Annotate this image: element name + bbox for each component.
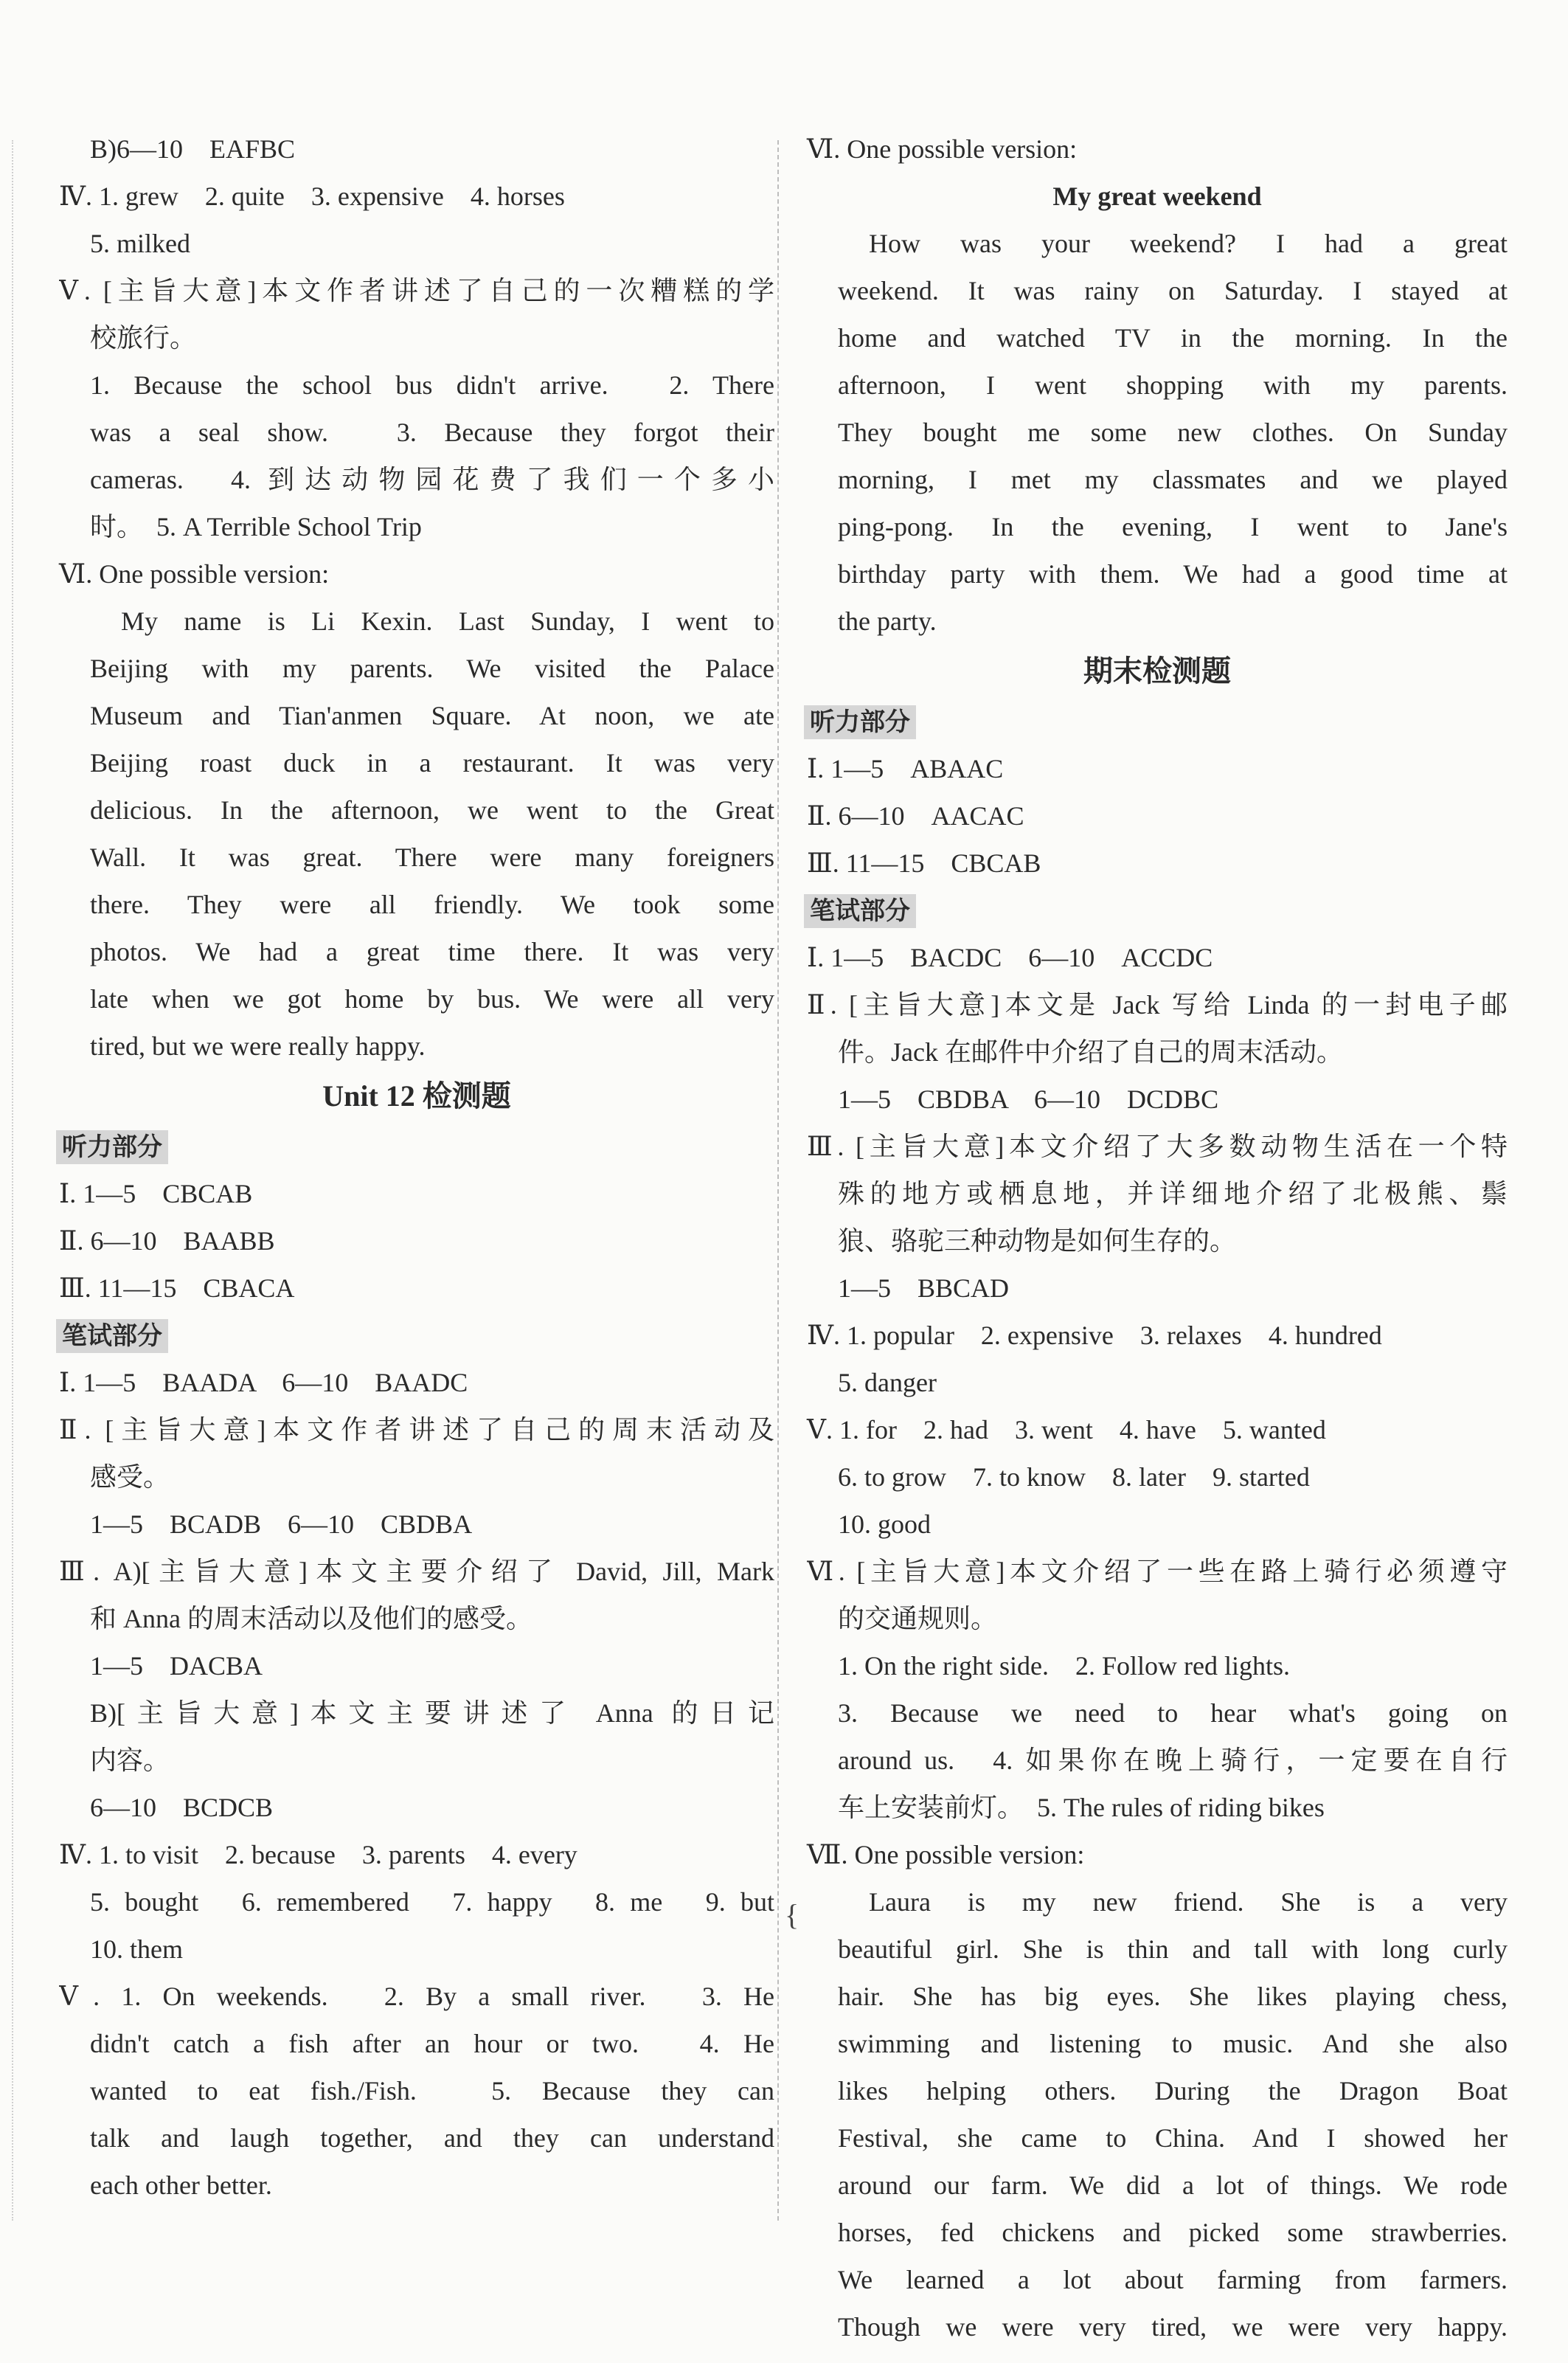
answer-line: Ⅵ. One possible version: [807,134,1078,164]
answer-line: Ⅰ. 1—5 BAADA 6—10 BAADC [59,1368,468,1397]
answer-line: 6—10 BCDCB [90,1793,274,1822]
answer-line: Beijing roast duck in a restaurant. It was very [90,748,774,778]
answer-line: Festival, she came to China. And I showed her [838,2123,1508,2153]
listening-section-label: 听力部分 [56,1130,168,1164]
answer-line: Ⅲ. A)[主旨大意]本文主要介绍了 David, Jill, Mark [59,1557,774,1586]
answer-line: 1—5 DACBA [90,1651,263,1681]
answer-line: 车上安装前灯。 5. The rules of riding bikes [838,1793,1325,1822]
answer-line: Ⅰ. 1—5 ABAAC [807,754,1004,783]
answer-line: was a seal show. 3. Because they forgot their [90,418,774,447]
answer-line: hair. She has big eyes. She likes playing chess, [838,1982,1508,2011]
answer-line: Ⅳ. 1. popular 2. expensive 3. relaxes 4. hundred [807,1321,1382,1350]
essay-line: the party. [838,606,937,636]
answer-line: didn't catch a fish after an hour or two. 4. He [90,2029,774,2058]
answer-line: wanted to eat fish./Fish. 5. Because they can [90,2076,774,2106]
answer-line: We learned a lot about farming from farmers. [838,2265,1508,2294]
answer-line: swimming and listening to music. And she also [838,2029,1508,2058]
answer-line: 内容。 [90,1746,170,1775]
left-column [59,125,774,2209]
essay-title: My great weekend [1052,181,1262,211]
answer-line: Laura is my new friend. She is a very [869,1887,1508,1917]
right-column [807,125,1508,2350]
essay-line: birthday party with them. We had a good time at [838,559,1508,589]
answer-line: 3. Because we need to hear what's going on [838,1698,1508,1728]
page-edge-line [12,140,13,2221]
answer-line: Ⅶ. One possible version: [807,1840,1085,1869]
margin-brace-mark: { [785,1898,799,1931]
written-section-label: 笔试部分 [804,894,916,928]
answer-line: 5. bought 6. remembered 7. happy 8. me 9. but [90,1887,774,1917]
answer-line: Ⅱ. [主旨大意]本文作者讲述了自己的周末活动及 [59,1415,774,1445]
answer-line: likes helping others. During the Dragon Boat [838,2076,1508,2106]
answer-line: Ⅱ. 6—10 AACAC [807,801,1024,831]
answer-line: Ⅲ. 11—15 CBACA [59,1273,295,1303]
answer-line: Ⅴ. 1. On weekends. 2. By a small river. 3. He [59,1982,774,2011]
answer-line: beautiful girl. She is thin and tall with long curly [838,1934,1508,1964]
essay-body [807,220,1508,645]
left-listening-answers [59,1170,774,1312]
answer-line: Ⅰ. 1—5 BACDC 6—10 ACCDC [807,943,1213,972]
answer-line: tired, but we were really happy. [90,1031,426,1061]
answer-line: talk and laugh together, and they can understand [90,2123,774,2153]
answer-line: Ⅳ. 1. grew 2. quite 3. expensive 4. horses [59,181,565,211]
written-section-label: 笔试部分 [56,1319,168,1353]
answer-line: each other better. [90,2170,272,2200]
answer-line: horses, fed chickens and picked some strawberries. [838,2218,1508,2247]
answer-line: 和 Anna 的周末活动以及他们的感受。 [90,1604,533,1633]
listening-section-label: 听力部分 [804,705,916,739]
answer-line: Beijing with my parents. We visited the Palace [90,654,774,683]
essay-line: home and watched TV in the morning. In the [838,323,1508,353]
answer-line: Wall. It was great. There were many foreigners [90,843,774,872]
answer-line: photos. We had a great time there. It was very [90,937,774,966]
answer-line: Ⅱ. [主旨大意]本文是 Jack 写给 Linda 的一封电子邮 [807,990,1508,1020]
answer-line: 1—5 CBDBA 6—10 DCDBC [838,1084,1219,1114]
right-listening-answers [807,745,1508,887]
essay-line: morning, I met my classmates and we played [838,465,1508,494]
essay-line: How was your weekend? I had a great [869,229,1508,258]
answer-line: 1. Because the school bus didn't arrive. 2. There [90,370,774,400]
answer-line: 10. good [838,1509,931,1539]
answer-line: Though we were very tired, we were very happy. [838,2312,1508,2342]
answer-line: B)[主旨大意]本文主要讲述了 Anna 的日记 [90,1698,774,1728]
answer-line: Ⅰ. 1—5 CBCAB [59,1179,253,1208]
answer-line: 感受。 [90,1462,170,1492]
answer-line: B)6—10 EAFBC [90,134,296,164]
answer-line: 狼、骆驼三种动物是如何生存的。 [838,1226,1237,1256]
unit12-title: Unit 12 检测题 [322,1079,511,1113]
right-written-answers [807,934,1508,2350]
essay-line: weekend. It was rainy on Saturday. I stayed at [838,276,1508,305]
answer-line: 5. milked [90,229,190,258]
essay-line: afternoon, I went shopping with my parents. [838,370,1508,400]
essay-line: ping-pong. In the evening, I went to Jane's [838,512,1508,542]
left-written-answers [59,1359,774,2209]
answer-line: 时。 5. A Terrible School Trip [90,512,422,542]
answer-line: 5. danger [838,1368,937,1397]
answer-line: Ⅴ. 1. for 2. had 3. went 4. have 5. wanted [807,1415,1326,1445]
answer-line: delicious. In the afternoon, we went to the Great [90,795,774,825]
column-divider [777,140,779,2221]
answer-line: Ⅲ. [主旨大意]本文介绍了大多数动物生活在一个特 [807,1132,1508,1161]
answer-line: 校旅行。 [90,323,197,353]
answer-line: Museum and Tian'anmen Square. At noon, we ate [90,701,774,730]
answer-line: Ⅴ. [主旨大意]本文作者讲述了自己的一次糟糕的学 [59,276,774,305]
answer-line: around us. 4. 如果你在晚上骑行，一定要在自行 [838,1746,1508,1775]
essay-line: They bought me some new clothes. On Sunday [838,418,1508,447]
answer-line: 10. them [90,1934,183,1964]
left-answers-block [59,125,774,1070]
answer-line: 6. to grow 7. to know 8. later 9. started [838,1462,1310,1492]
answer-line: 件。Jack 在邮件中介绍了自己的周末活动。 [838,1037,1343,1067]
final-exam-title: 期末检测题 [1083,654,1231,688]
answer-line: Ⅵ. One possible version: [59,559,330,589]
answer-line: 的交通规则。 [838,1604,998,1633]
answer-line: 1—5 BBCAD [838,1273,1010,1303]
answer-line: cameras. 4. 到达动物园花费了我们一个多小 [90,465,774,494]
answer-line: My name is Li Kexin. Last Sunday, I went to [121,606,774,636]
answer-line: around our farm. We did a lot of things. We rode [838,2170,1508,2200]
answer-line: 殊的地方或栖息地，并详细地介绍了北极熊、鬃 [838,1179,1508,1208]
answer-line: there. They were all friendly. We took some [90,890,774,919]
answer-line: late when we got home by bus. We were all very [90,984,774,1014]
answer-line: 1. On the right side. 2. Follow red lights. [838,1651,1290,1681]
answer-line: Ⅵ. [主旨大意]本文介绍了一些在路上骑行必须遵守 [807,1557,1508,1586]
answer-line: 1—5 BCADB 6—10 CBDBA [90,1509,473,1539]
answer-line: Ⅲ. 11—15 CBCAB [807,848,1041,878]
answer-line: Ⅳ. 1. to visit 2. because 3. parents 4. every [59,1840,577,1869]
right-top-block [807,125,1508,173]
answer-line: Ⅱ. 6—10 BAABB [59,1226,275,1256]
